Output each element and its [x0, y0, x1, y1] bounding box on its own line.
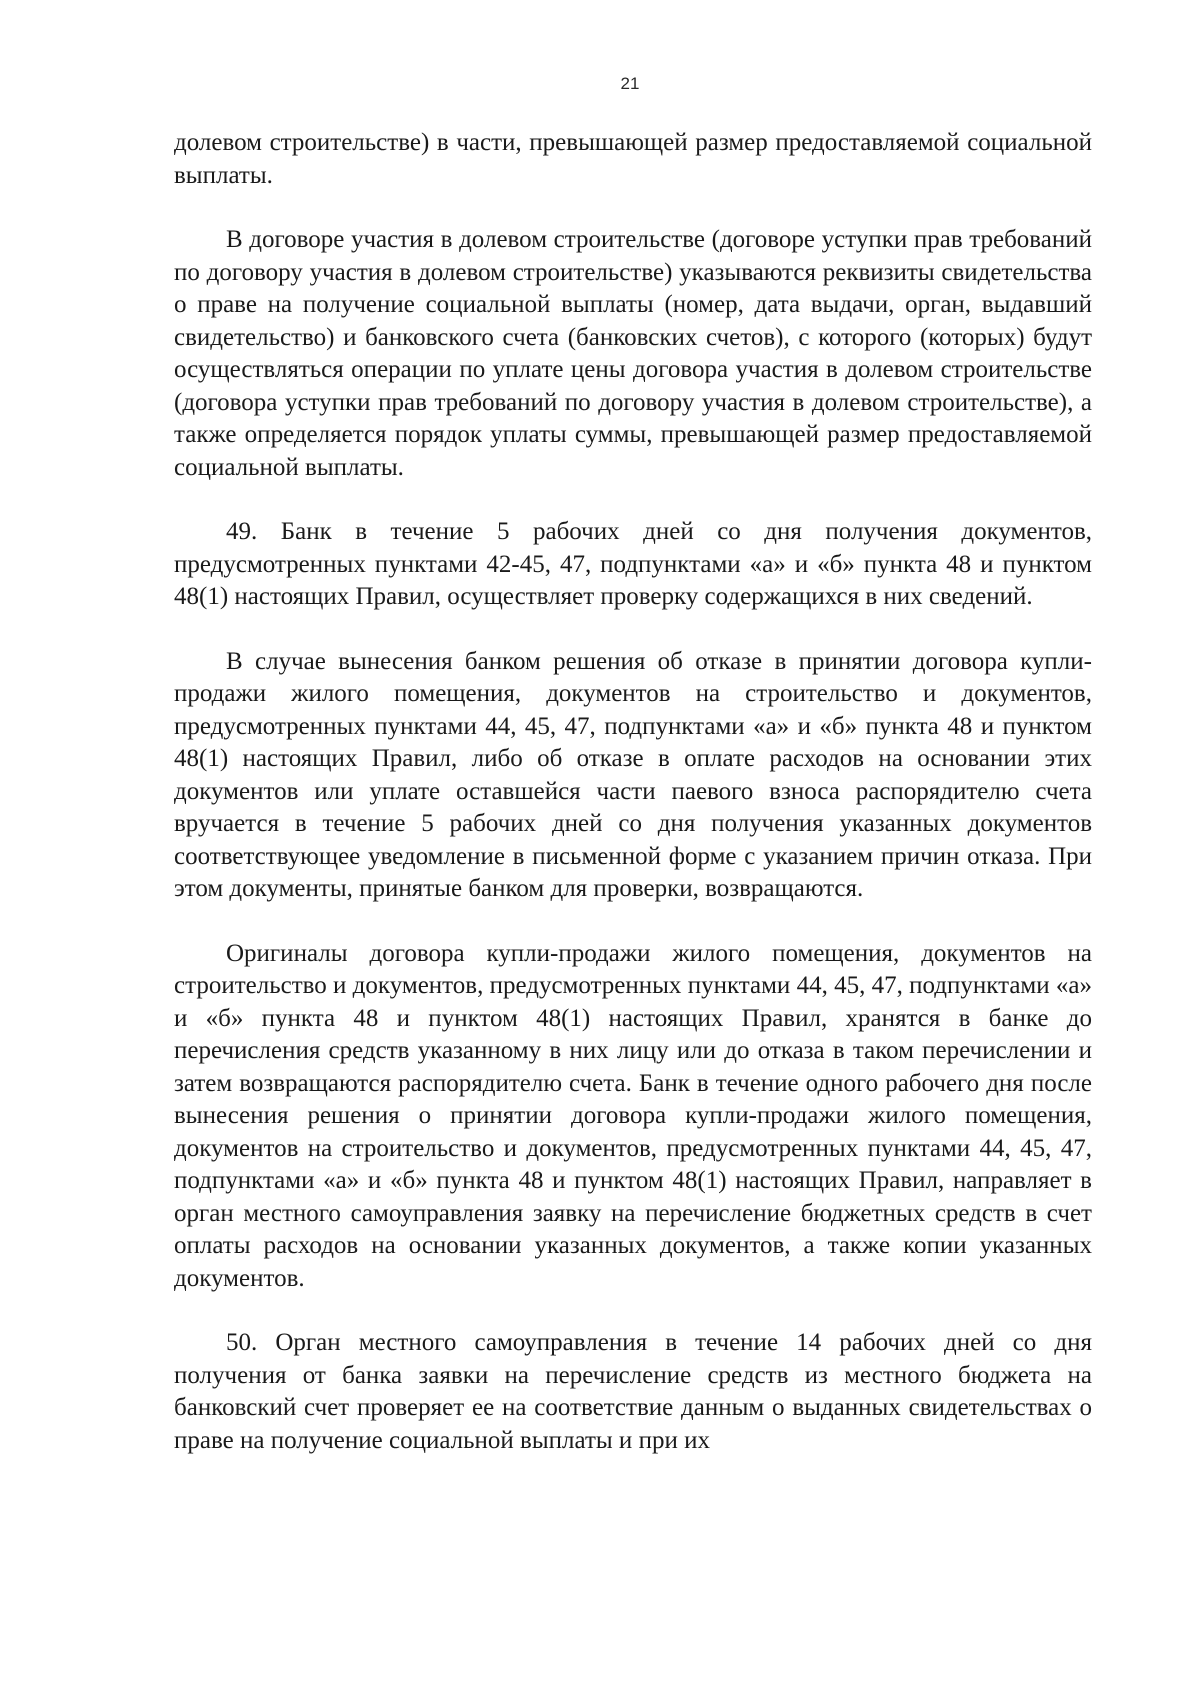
paragraph-5: Оригиналы договора купли-продажи жилого помещения, документов на строительство и документов, предусмотренных пунктами 44, 45, 47, подпунктами «а» и «б» пункта 48 и пунктом 48(1) настоящих Правил, хранятся в банке до перечисления средств указанному в них лицу или до отказа в таком перечислении и затем возвращаются распорядителю счета. Банк в течение одного рабочего дня после вынесения решения о принятии договора купли-продажи жилого помещения, документов на строительство и документов, предусмотренных пунктами 44, 45, 47, подпунктами «а» и «б» пункта 48 и пунктом 48(1) настоящих Правил, направляет в орган местного самоуправления заявку на перечисление бюджетных средств в счет оплаты расходов на основании указанных документов, а также копии указанных документов.: [174, 939, 1092, 1292]
document-body: [174, 127, 1092, 1489]
page-number: 21: [620, 74, 640, 93]
paragraph-4: В случае вынесения банком решения об отказе в принятии договора купли-продажи жилого помещения, документов на строительство и документов, предусмотренных пунктами 44, 45, 47, подпунктами «а» и «б» пункта 48 и пунктом 48(1) настоящих Правил, либо об отказе в оплате расходов на основании этих документов или уплате оставшейся части паевого взноса распорядителю счета вручается в течение 5 рабочих дней со дня получения указанных документов соответствующее уведомление в письменной форме с указанием причин отказа. При этом документы, принятые банком для проверки, возвращаются.: [174, 647, 1092, 902]
paragraph-1: долевом строительстве) в части, превышающей размер предоставляемой социальной выплаты.: [174, 129, 1092, 189]
paragraph-2: В договоре участия в долевом строительстве (договоре уступки прав требований по договору участия в долевом строительстве) указываются реквизиты свидетельства о праве на получение социальной выплаты (номер, дата выдачи, орган, выдавший свидетельство) и банковского счета (банковских счетов), с которого (которых) будут осуществляться операции по уплате цены договора участия в долевом строительстве (договора уступки прав требований по договору участия в долевом строительстве), а также определяется порядок уплаты суммы, превышающей размер предоставляемой социальной выплаты.: [174, 226, 1092, 481]
paragraph-6: 50. Орган местного самоуправления в течение 14 рабочих дней со дня получения от банка заявки на перечисление средств из местного бюджета на банковский счет проверяет ее на соответствие данным о выданных свидетельствах о праве на получение социальной выплаты и при их: [174, 1329, 1092, 1454]
paragraph-3: 49. Банк в течение 5 рабочих дней со дня получения документов, предусмотренных пунктами 42-45, 47, подпунктами «а» и «б» пункта 48 и пунктом 48(1) настоящих Правил, осуществляет проверку содержащихся в них сведений.: [174, 518, 1092, 610]
